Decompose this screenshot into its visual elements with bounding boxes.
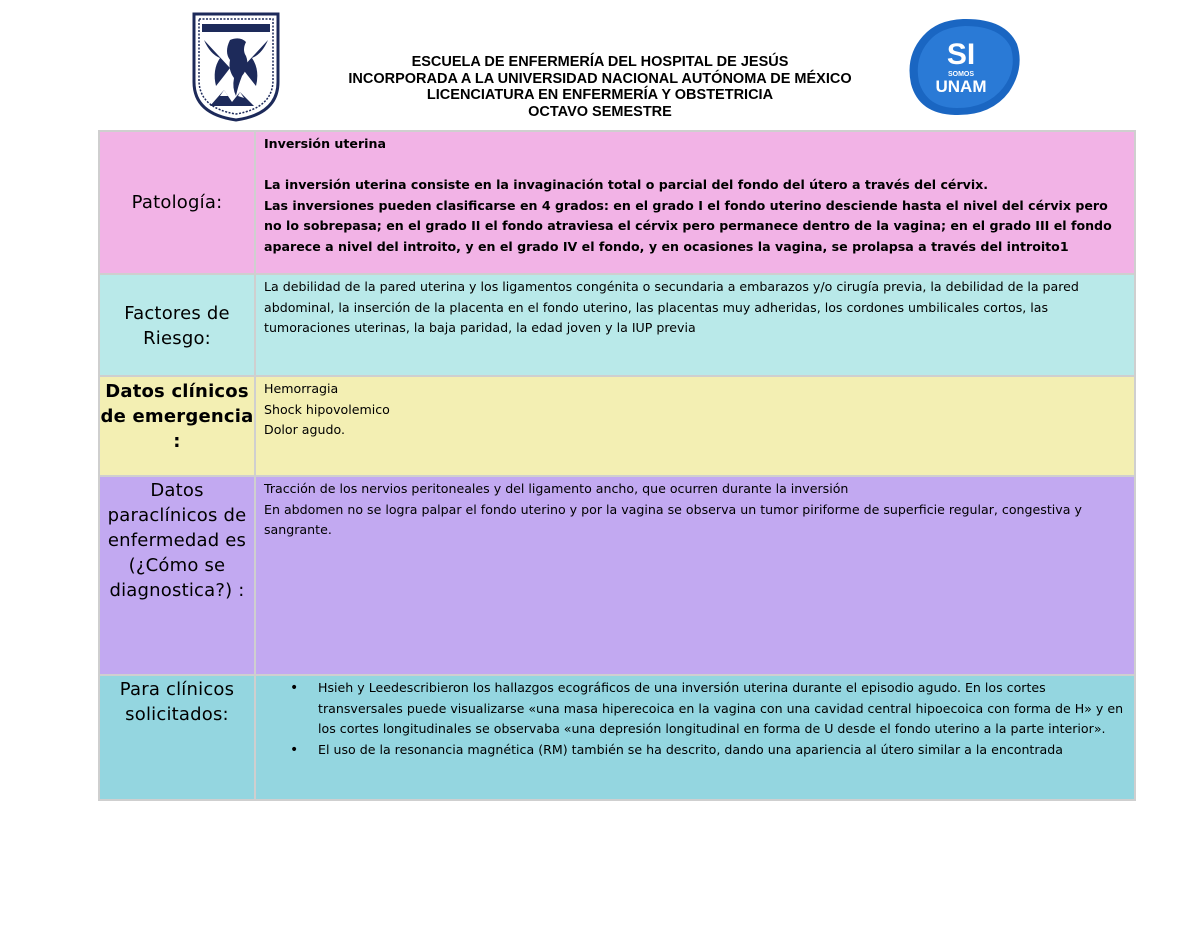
logo-si-text: SI [946,38,976,71]
pathology-definition: La inversión uterina consiste en la invaginación total o parcial del fondo del útero a través del cérvix. [264,177,989,192]
row-content [255,675,1135,800]
incorporation-line: INCORPORADA A LA UNIVERSIDAD NACIONAL AUTÓNOMA DE MÉXICO [348,70,852,87]
row-label: Patología: [99,131,255,274]
list-item: Tracción de los nervios peritoneales y del ligamento ancho, que ocurren durante la inversión [264,481,849,496]
table-row-datos-clinicos [99,376,1135,476]
row-content [255,376,1135,476]
row-content [255,476,1135,675]
header-title-block [290,54,910,120]
degree-line: LICENCIATURA EN ENFERMERÍA Y OBSTETRICIA [426,87,774,103]
semester-line: OCTAVO SEMESTRE [528,103,672,120]
logo-unam-text: UNAM [935,77,987,96]
list-item: En abdomen no se logra palpar el fondo uterino y por la vagina se observa un tumor piriforme de superficie regular, congestiva y sangrante. [264,501,1082,537]
table-row-datos-paraclinicos [99,476,1135,675]
pathology-table [98,130,1136,801]
list-item: • El uso de la resonancia magnética (RM) también se ha descrito, dando una apariencia al útero similar a la encontrada [318,740,1126,761]
unam-seal-icon [190,10,282,122]
pathology-title: Inversión uterina [264,136,386,151]
logo-somos-text: SOMOS [947,71,975,78]
row-label: Para clínicos solicitados: [99,675,255,800]
list-item: Hemorragia [264,381,339,396]
list-item: Shock hipovolemico [264,401,390,417]
row-label: Datos clínicos de emergencia : [99,376,255,476]
row-content: La debilidad de la pared uterina y los ligamentos congénita o secundaria a embarazos y/o cirugía previa, la debilidad de la pared abdominal, la inserción de la placenta en el fondo uterino, las placentas muy adheridas, los cordones umbilicales cortos, las tumoraciones uterinas, la baja paridad, la edad joven y la IUP previa [255,274,1135,376]
list-item: Dolor agudo. [264,422,345,437]
document-header [0,0,1200,130]
bullet-list [264,678,1126,760]
table-row-factores-riesgo [99,274,1135,376]
school-name: ESCUELA DE ENFERMERÍA DEL HOSPITAL DE JESÚS [411,54,789,70]
table-row-patologia [99,131,1135,274]
pathology-grades: Las inversiones pueden clasificarse en 4 grados: en el grado I el fondo uterino desciende hasta el nivel del cérvix pero no lo sobrepasa; en el grado II el fondo atraviesa el cérvix pero permanece dentro de la vagina; en el grado III el fondo aparece a nivel del introito, y en el grado IV el fondo, y en ocasiones la vagina, se prolapsa a través del introito1 [264,197,1112,254]
row-content [255,131,1135,274]
si-somos-unam-logo-icon [905,16,1023,118]
list-item: • Hsieh y Leedescribieron los hallazgos ecográficos de una inversión uterina durante el episodio agudo. En los cortes transversales puede visualizarse «una masa hiperecoica en la vagina con una cavidad central hipoecoica con forma de H» y en los cortes longitudinales se observaba «una depresión longitudinal en forma de U desde el fondo uterino a la parte interior». [318,678,1126,740]
row-label: Factores de Riesgo: [99,274,255,376]
row-label: Datos paraclínicos de enfermedad es (¿Cómo se diagnostica?) : [99,476,255,675]
table-row-para-clinicos [99,675,1135,800]
